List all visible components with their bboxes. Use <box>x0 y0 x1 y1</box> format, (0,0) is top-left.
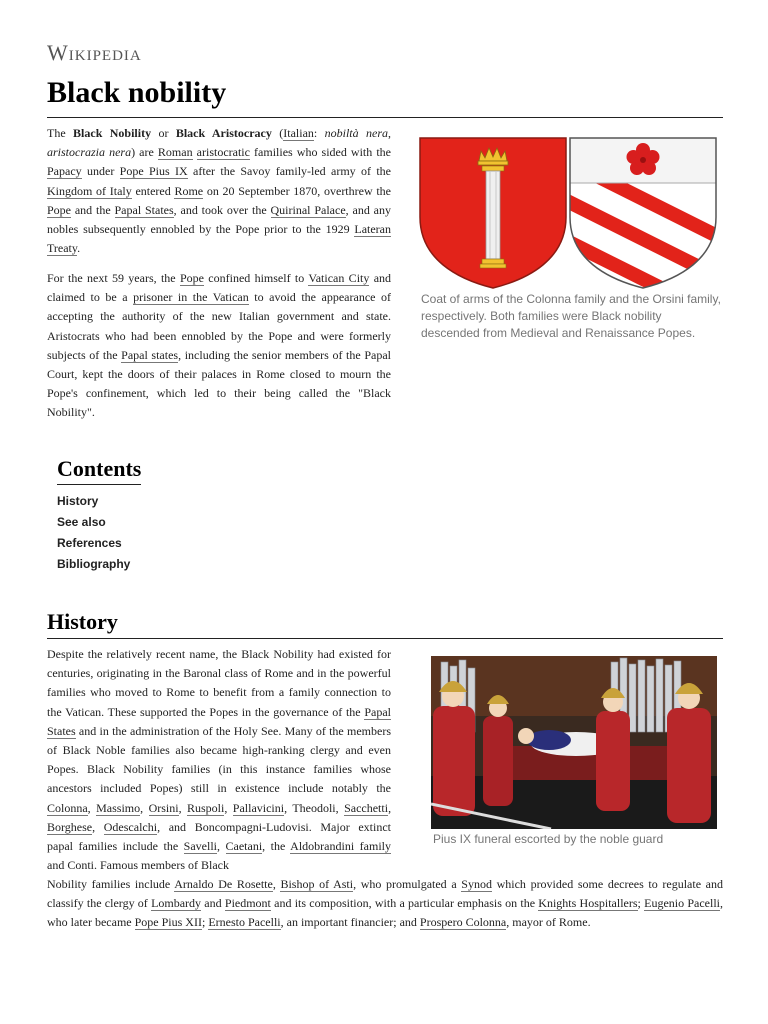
table-of-contents <box>57 456 141 575</box>
wiki-link[interactable]: Savelli <box>183 839 217 854</box>
wiki-link[interactable]: Roman <box>157 145 193 160</box>
wiki-link[interactable]: Arnaldo De Rosette <box>174 877 273 891</box>
wiki-link[interactable]: Pope <box>179 271 204 285</box>
wiki-link[interactable]: Eugenio Pacelli <box>644 896 721 911</box>
wiki-link[interactable]: Italian <box>283 126 314 140</box>
wiki-link[interactable]: Piedmont <box>224 896 271 911</box>
wiki-link[interactable]: Ernesto Pacelli <box>208 915 281 930</box>
toc-item-see-also[interactable]: See also <box>57 515 106 529</box>
wiki-link[interactable]: Knights Hospitallers <box>538 896 638 911</box>
funeral-caption: Pius IX funeral escorted by the noble guard <box>433 832 664 846</box>
history-heading: History <box>47 609 118 634</box>
title-divider <box>47 117 723 118</box>
wiki-link[interactable]: aristocratic <box>196 145 250 160</box>
bold-term: Black Nobility <box>73 126 152 140</box>
toc-item-references[interactable]: References <box>57 536 122 550</box>
intro-paragraph-1: The Black Nobility or Black Aristocracy (Italian: nobiltà nera, aristocrazia nera) are Roman aristocratic families who sided with the Papacy under Pope Pius IX after the Savoy family-led army of the Kingdom of Italy entered Rome on 20 September 1870, overthrew the Pope and the Papal States, and took over the Quirinal Palace, and any nobles subsequently ennobled by the Pope prior to the 1929 Lateran Treaty. <box>47 126 392 256</box>
wiki-link[interactable]: Bishop of Asti <box>280 877 354 891</box>
coat-of-arms-caption: Coat of arms of the Colonna family and the Orsini family, respectively. Both families were Black nobility descended from Medieval and Renaissance Popes. <box>421 292 721 340</box>
page-title: Black nobility <box>47 76 227 109</box>
italic-term: nobiltà nera <box>324 126 388 140</box>
wiki-link[interactable]: Pope <box>47 202 71 217</box>
toc-title: Contents <box>57 456 141 485</box>
wiki-link[interactable]: Pallavicini <box>232 800 285 815</box>
history-divider <box>47 638 723 639</box>
wiki-link[interactable]: Papal states <box>121 347 179 362</box>
wiki-link[interactable]: Quirinal Palace <box>270 202 346 217</box>
pius-ix-funeral-image[interactable] <box>431 656 717 829</box>
wiki-link[interactable]: prisoner in the Vatican <box>133 290 249 305</box>
history-paragraph: Despite the relatively recent name, the Black Nobility had existed for centuries, originating in the Baronal class of Rome and in the powerful families who moved to Rome to benefit from a family connection to the Vatican. These supported the Popes in the governance of the Papal States and in the administration of the Holy See. Many of the members of Black Noble families also became high-ranking clergy and even Popes. Black Nobility families (in this instance families whose ancestors included Popes) still in existence include notably the Colonna, Massimo, Orsini, Ruspoli, Pallavicini, Theodoli, Sacchetti, Borghese, Odescalchi, and Boncompagni-Ludovisi. Major extinct papal families include the Savelli, Caetani, the Aldobrandini family and Conti. Famous members of Black <box>47 647 392 873</box>
wiki-link[interactable]: Sacchetti <box>344 800 389 815</box>
toc-item-history[interactable]: History <box>57 494 99 508</box>
wiki-link[interactable]: Rome <box>174 183 204 198</box>
orsini-coat-of-arms[interactable] <box>569 137 717 289</box>
wiki-link[interactable]: Synod <box>461 877 492 891</box>
wiki-link[interactable]: Ruspoli <box>187 800 225 815</box>
history-paragraph-continued: Nobility families include Arnaldo De Rosette, Bishop of Asti, who promulgated a Synod which provided some decrees to regulate and classify the clergy of Lombardy and Piedmont and its composition, with a particular emphasis on the Knights Hospitallers; Eugenio Pacelli, who later became Pope Pius XII; Ernesto Pacelli, an important financier; and Prospero Colonna, mayor of Rome. <box>47 877 724 930</box>
colonna-coat-of-arms[interactable] <box>419 137 567 289</box>
italic-term: aristocrazia nera <box>47 145 132 160</box>
toc-item-bibliography[interactable]: Bibliography <box>57 557 131 571</box>
wiki-link[interactable]: Lateran Treaty <box>47 222 391 256</box>
wiki-link[interactable]: Pope Pius IX <box>119 164 188 179</box>
wiki-link[interactable]: Massimo <box>96 800 141 815</box>
wiki-link[interactable]: Vatican City <box>308 271 370 285</box>
intro-paragraph-2: For the next 59 years, the Pope confined himself to Vatican City and claimed to be a prisoner in the Vatican to avoid the appearance of accepting the authority of the new Italian government and state. Aristocrats who had been ennobled by the Pope and were formerly subjects of the Papal states, including the senior members of the Papal Court, kept the doors of their palaces in Rome closed to mourn the Pope's confinement, which led to their being called the "Black Nobility". <box>47 271 392 420</box>
wiki-link[interactable]: Kingdom of Italy <box>47 183 132 198</box>
wiki-link[interactable]: Orsini <box>148 800 179 815</box>
wiki-link[interactable]: Papal States <box>114 202 174 217</box>
wiki-link[interactable]: Odescalchi <box>103 819 158 834</box>
wiki-link[interactable]: Prospero Colonna <box>419 915 507 930</box>
wiki-link[interactable]: Aldobrandini family <box>290 839 391 854</box>
wiki-link[interactable]: Lombardy <box>151 896 202 911</box>
bold-term: Black Aristocracy <box>175 126 272 140</box>
wiki-link[interactable]: Papal States <box>47 704 391 738</box>
wiki-link[interactable]: Borghese <box>47 819 93 834</box>
wiki-link[interactable]: Caetani <box>225 839 263 854</box>
wiki-link[interactable]: Papacy <box>47 164 82 179</box>
wikipedia-wordmark[interactable]: Wikipedia <box>47 40 142 65</box>
wiki-link[interactable]: Colonna <box>47 800 88 815</box>
wiki-link[interactable]: Pope Pius XII <box>134 915 202 930</box>
